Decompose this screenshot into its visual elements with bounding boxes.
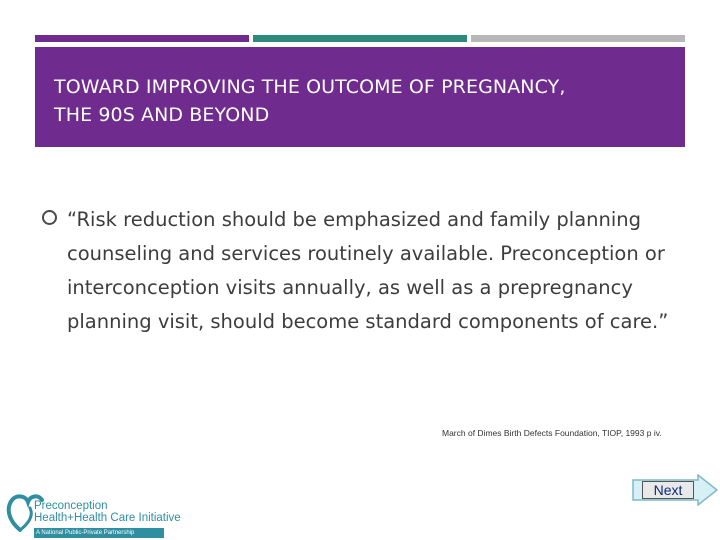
accent-bar-gray xyxy=(471,35,685,42)
slide-title xyxy=(54,73,679,129)
next-button[interactable] xyxy=(632,474,718,506)
logo-wordmark xyxy=(34,500,181,524)
bullet-circle-icon xyxy=(42,210,57,225)
logo-tagline: A National Public-Private Partnership xyxy=(34,528,164,538)
citation: March of Dimes Birth Defects Foundation, TIOP, 1993 p iv. xyxy=(442,428,662,438)
accent-bar-purple xyxy=(35,35,249,42)
next-button-label: Next xyxy=(642,481,694,499)
logo-line-1: Preconception xyxy=(34,500,108,512)
slide-title-line-1: TOWARD IMPROVING THE OUTCOME OF PREGNANCY, xyxy=(54,76,566,98)
logo-line-2: Health+Health Care Initiative xyxy=(34,512,181,524)
slide-title-line-2: THE 90S AND BEYOND xyxy=(54,104,270,126)
title-band xyxy=(35,47,685,147)
accent-bar-teal xyxy=(253,35,467,42)
quote-text: “Risk reduction should be emphasized and family planning counseling and services routinely available. Preconception or interconception visits annually, as well as a prepregnancy planning visit, should become standard components of care.” xyxy=(67,208,669,333)
